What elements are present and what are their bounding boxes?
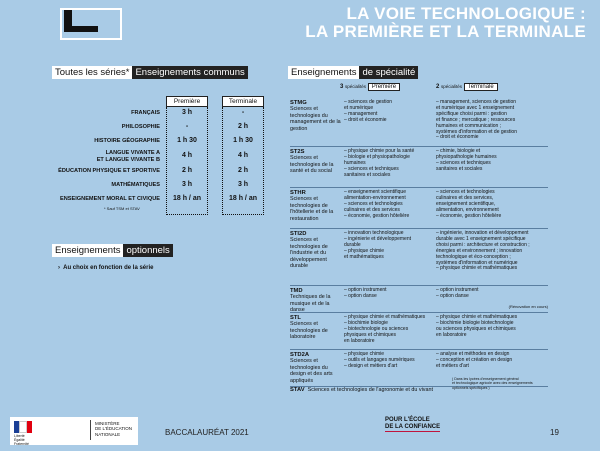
commun-label: HISTOIRE GÉOGRAPHIE — [94, 138, 160, 144]
serie-name: TMD Techniques de la musique et de la danse — [290, 288, 331, 314]
commun-label: PHILOSOPHIE — [121, 124, 160, 130]
motto-line: Liberté — [14, 434, 25, 438]
specialite-list: – enseignement scientifique alimentation-environnement – sciences et technologies culinaires et des services – économie, gestion hôtelière — [344, 189, 410, 219]
commun-label: FRANÇAIS — [131, 110, 160, 116]
specialite-list: – sciences de gestion et numérique – management – droit et économie — [344, 99, 393, 123]
hours-value: - — [185, 123, 189, 130]
page-number: 19 — [550, 428, 559, 437]
specialite-col1-head: 3 spécialités Première — [340, 84, 400, 90]
commun-label: ÉDUCATION PHYSIQUE ET SPORTIVE — [58, 168, 160, 174]
hours-value: 3 h — [181, 109, 193, 116]
premiere-column: Première 3 h - 1 h 30 4 h 2 h 3 h 18 h / an — [166, 96, 208, 215]
stav-row: STAV Sciences et technologies de l'agronomie et du vivant — [290, 387, 433, 393]
ministere-line: MINISTÈRE — [95, 421, 120, 426]
renovation-note: (Rénovation en cours) — [508, 304, 548, 309]
specialite-row — [290, 286, 548, 312]
commun-label: ENSEIGNEMENT MORAL ET CIVIQUE — [60, 196, 160, 202]
ministere-line: NATIONALE — [95, 431, 121, 437]
specialite-list: – management, sciences de gestion et numérique avec 1 enseignement spécifique choisi parmi : gestion et finance ; mercatique ; ressources humaines et communication ; systèmes d'information et de gestion – droit et économie — [436, 99, 517, 141]
hours-value: 3 h — [237, 181, 249, 188]
communs-header: Toutes les séries* Enseignements communs — [52, 66, 248, 79]
specialite-list: – physique chimie et mathématiques – biochimie biologie biotechnologie ou sciences physiques et chimiques en laboratoire — [436, 314, 518, 338]
hours-value: 4 h — [181, 152, 193, 159]
serie-name: STMG Sciences et technologies du management et de la gestion — [290, 100, 341, 132]
specialite-list: – option instrument – option danse — [436, 287, 479, 299]
specialite-row — [290, 229, 548, 285]
hours-value: 2 h — [181, 167, 193, 174]
hours-value: 18 h / an — [228, 195, 257, 202]
note-line: optionnels spécifiques ) — [452, 385, 490, 390]
serie-name: ST2S Sciences et technologies de la santé et du social — [290, 149, 334, 175]
hours-value: 2 h — [237, 167, 249, 174]
motto-line: Égalité — [14, 438, 25, 442]
republique-motto — [14, 434, 29, 446]
serie-name: STHR Sciences et technologies de l'hôtellerie et de la restauration — [290, 190, 334, 222]
specialite-header: Enseignements de spécialité — [288, 66, 418, 79]
commun-label: MATHÉMATIQUES — [111, 182, 160, 188]
footnote: * Sauf TSM et STAV — [104, 206, 140, 211]
page-title: LA VOIE TECHNOLOGIQUE : LA PREMIÈRE ET LA TERMINALE — [305, 4, 586, 41]
note-line: et technologique agricole avec des enseignements — [452, 381, 533, 386]
specialite-col2-head: 2 spécialités Terminale — [436, 84, 498, 90]
bac-label: BACCALAURÉAT 2021 — [165, 428, 249, 437]
ministere-line: DE L'ÉDUCATION — [95, 426, 133, 432]
hours-value: 2 h — [237, 123, 249, 130]
serie-name: STL Sciences et technologies de laboratoire — [290, 315, 328, 341]
serie-name: STI2D Sciences et technologies de l'industrie et du développement durable — [290, 231, 328, 270]
hours-value: 1 h 30 — [177, 137, 197, 144]
ecole-confiance-logo: POUR L'ÉCOLE DE LA CONFIANCE — [385, 417, 441, 430]
arrow-icon: › — [58, 265, 60, 271]
specialite-list: – physique chimie et mathématiques – biochimie biologie – biotechnologie ou sciences physiques et chimiques en laboratoire — [344, 314, 426, 344]
commun-label: LANGUE VIVANTE A ET LANGUE VIVANTE B — [96, 150, 160, 163]
stav-note — [452, 377, 533, 390]
specialite-list: – innovation technologique – ingénierie et développement durable – physique chimie et mathématiques — [344, 230, 411, 260]
hours-value: - — [241, 109, 245, 116]
communs-labels — [0, 106, 160, 206]
specialite-list: – chimie, biologie et physiopathologie humaines – sciences et techniques sanitaires et sociales — [436, 148, 497, 172]
specialite-list: – sciences et technologies culinaires et des services, enseignement scientifique, alimentation, environnement – économie, gestion hôtelière — [436, 189, 502, 219]
specialite-rows — [290, 98, 548, 387]
hours-value: 4 h — [237, 152, 249, 159]
serie-name: STD2A Sciences et technologies du design et des arts appliqués — [290, 352, 333, 384]
specialite-list: – analyse et méthodes en design – conception et création en design et métiers d'art — [436, 351, 513, 369]
ministere-name — [95, 421, 132, 437]
specialite-row — [290, 98, 548, 146]
republique-flag — [14, 421, 32, 433]
hours-value: 3 h — [181, 181, 193, 188]
optionnels-header: Enseignements optionnels — [52, 244, 173, 257]
specialite-list: – physique chimie pour la santé – biologie et physiopathologie humaines – sciences et techniques sanitaires et sociales — [344, 148, 415, 178]
corner-bar-horizontal — [64, 26, 98, 32]
specialite-list: – physique chimie – outils et langages numériques – design et métiers d'art — [344, 351, 415, 369]
terminale-column: Terminale - 2 h 1 h 30 4 h 2 h 3 h 18 h / an — [222, 96, 264, 215]
specialite-row — [290, 313, 548, 349]
specialite-list: – ingénierie, innovation et développement durable avec 1 enseignement spécifique choisi parmi : architecture et construction ; énergies et environnement ; innovation technologique et éco-conception ; systèmes d'information et numérique – physique chimie et mathématiques — [436, 230, 530, 272]
specialite-list: – option instrument – option danse — [344, 287, 387, 299]
hours-value: 18 h / an — [172, 195, 201, 202]
note-line: ( Dans les lycées d'enseignement général — [452, 377, 519, 381]
specialite-row — [290, 188, 548, 228]
motto-line: Fraternité — [14, 442, 29, 446]
logo-divider — [90, 420, 91, 440]
specialite-row — [290, 147, 548, 187]
hours-value: 1 h 30 — [233, 137, 253, 144]
optionnels-item: › Au choix en fonction de la série — [58, 265, 154, 271]
